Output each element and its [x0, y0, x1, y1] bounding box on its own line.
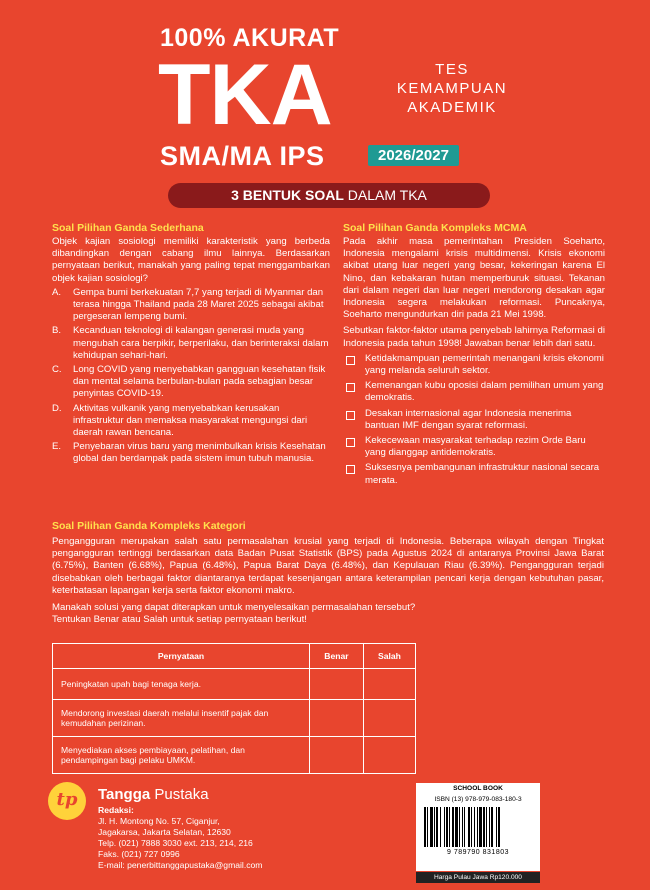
address-line: Faks. (021) 727 0996 [98, 849, 180, 859]
option-text: Aktivitas vulkanik yang menyebabkan kerusakan infrastruktur dan memaksa masyarakat mengungsi dari daerah rawan bencana. [73, 402, 308, 439]
question-prompt: Sebutkan faktor-faktor utama penyebab lahirnya Reformasi di Indonesia pada tahun 1998! Jawaban benar lebih dari satu. [343, 325, 605, 349]
section-banner [168, 183, 490, 208]
publisher-logo-icon: tp [48, 782, 86, 820]
tagline: 100% AKURAT [160, 24, 340, 52]
table-row [53, 737, 416, 774]
option-item [52, 364, 330, 401]
salah-cell[interactable] [363, 700, 415, 737]
statement-cell: Menyediakan akses pembiayaan, pelatihan, dan pendampingan bagi pelaku UMKM. [53, 737, 310, 774]
barcode-box [416, 783, 540, 871]
checkbox-list [343, 353, 605, 487]
program-label: SMA/MA IPS [160, 141, 325, 171]
table-header-row [53, 644, 416, 669]
header-salah: Salah [363, 644, 415, 669]
question-text: Objek kajian sosiologi memiliki karakteristik yang berbeda dibandingkan dengan cabang ilmu lainnya. Berdasarkan pernyataan berikut, manakah yang paling tepat menggambarkan objek kajian sosiologi? [52, 236, 330, 284]
option-item [52, 287, 330, 324]
header-benar: Benar [310, 644, 364, 669]
section-pilihan-ganda [52, 222, 330, 468]
statement-cell: Mendorong investasi daerah melalui insentif pajak dan kemudahan perizinan. [53, 700, 310, 737]
statement-cell: Peningkatan upah bagi tenaga kerja. [53, 669, 310, 700]
option-list [52, 287, 330, 466]
benar-cell[interactable] [310, 700, 364, 737]
subtitle-line: TES [435, 61, 469, 78]
checkbox-item [343, 353, 605, 377]
address-line: Jagakarsa, Jakarta Selatan, 12630 [98, 827, 231, 837]
option-key: E. [52, 441, 62, 453]
salah-cell[interactable] [363, 669, 415, 700]
true-false-table [52, 643, 416, 774]
option-item [52, 403, 330, 440]
year-badge: 2026/2027 [368, 145, 459, 166]
checkbox-label: Kemenangan kubu oposisi dalam pemilihan umum yang demokratis. [365, 380, 604, 404]
benar-cell[interactable] [310, 737, 364, 774]
checkbox-item [343, 462, 605, 486]
section-title: Soal Pilihan Ganda Kompleks Kategori [52, 520, 246, 532]
benar-cell[interactable] [310, 669, 364, 700]
question-prompt: Manakah solusi yang dapat diterapkan untuk menyelesaikan permasalahan tersebut? [52, 602, 416, 614]
section-title: Soal Pilihan Ganda Kompleks MCMA [343, 222, 527, 234]
option-key: B. [52, 325, 62, 337]
checkbox-label: Ketidakmampuan pemerintah menangani krisis ekonomi yang melanda seluruh sektor. [365, 352, 604, 377]
subtitle-line: AKADEMIK [407, 99, 497, 116]
checkbox-icon [346, 356, 355, 365]
checkbox-item [343, 380, 605, 404]
publisher-name-bold: Tangga [98, 786, 151, 803]
checkbox-item [343, 408, 605, 432]
banner-rest: DALAM TKA [343, 187, 427, 203]
checkbox-label: Suksesnya pembangunan infrastruktur nasional secara merata. [365, 462, 600, 486]
section-title: Soal Pilihan Ganda Sederhana [52, 222, 204, 234]
redaksi-label: Redaksi: [98, 805, 134, 815]
publisher-address [98, 805, 262, 871]
header-pernyataan: Pernyataan [53, 644, 310, 669]
publisher-name-rest: Pustaka [150, 786, 209, 803]
checkbox-icon [346, 438, 355, 447]
option-text: Long COVID yang menyebabkan gangguan kesehatan fisik dan mental selama berbulan-bulan pada sebagian besar penyintas COVID-19. [73, 364, 326, 400]
barcode-digits: 9 789790 831803 [447, 849, 509, 856]
table-row [53, 669, 416, 700]
section-kategori [52, 520, 604, 626]
cover-title: TKA [158, 47, 332, 143]
option-key: A. [52, 286, 62, 298]
cover-subtitle [392, 60, 512, 117]
section-mcma [343, 222, 605, 490]
publisher-name [98, 786, 209, 803]
salah-cell[interactable] [363, 737, 415, 774]
option-text: Kecanduan teknologi di kalangan generasi muda yang mengubah cara berpikir, berperilaku, dan berinteraksi dalam kehidupan sehari-hari. [73, 325, 329, 361]
checkbox-icon [346, 383, 355, 392]
price-label: Harga Pulau Jawa Rp120.000 [416, 872, 540, 883]
checkbox-label: Kekecewaan masyarakat terhadap rezim Orde Baru yang dianggap antidemokratis. [365, 435, 586, 459]
address-line: Jl. H. Montong No. 57, Ciganjur, [98, 816, 220, 826]
checkbox-label: Desakan internasional agar Indonesia menerima bantuan IMF dengan syarat reformasi. [365, 407, 572, 431]
option-key: D. [52, 402, 62, 414]
question-text: Pada akhir masa pemerintahan Presiden Soeharto, Indonesia mengalami krisis multidimensi. Krisis ekonomi akibat utang luar negeri yang besar, kekeringan karena El Nino, dan kebakaran hutan memperburuk situasi. Tekanan dari dalam negeri dan luar negeri mendorong desakan agar Indonesia segera melakukan reformasi. Puncaknya, Soeharto mengundurkan diri pada 21 Mei 1998. [343, 236, 605, 321]
option-text: Gempa bumi berkekuatan 7,7 yang terjadi di Myanmar dan terasa hingga Thailand pada 28 Maret 2025 sebagai akibat pergeseran lempeng bumi. [73, 286, 324, 323]
banner-bold: 3 BENTUK SOAL [231, 187, 344, 203]
address-line: E-mail: penerbittanggapustaka@gmail.com [98, 860, 263, 870]
option-item [52, 441, 330, 465]
address-line: Telp. (021) 7888 3030 ext. 213, 214, 216 [98, 838, 253, 848]
question-text: Pengangguran merupakan salah satu permasalahan krusial yang terjadi di Indonesia. Beberapa wilayah dengan Tingkat pengangguran tertinggi berdasarkan data Badan Pusat Statistik (BPS) pada Agustus 2024 di antaranya Provinsi Jawa Barat (6.75%), Banten (6.68%), Papua (6.48%), Papua Barat Daya (6.48%), dan Kepulauan Riau (6.39%). Pengangguran terjadi disebabkan oleh berbagai faktor diantaranya terdapat kesenjangan antara keterampilan pencari kerja dengan kebutuhan pasar, keterbatasan lapangan kerja serta faktor ekonomi makro. [52, 536, 604, 596]
table-row [53, 700, 416, 737]
subtitle-line: KEMAMPUAN [396, 80, 508, 97]
option-item [52, 325, 330, 362]
book-category: SCHOOL BOOK [453, 785, 503, 792]
option-text: Penyebaran virus baru yang menimbulkan krisis Kesehatan global dan berdampak pada sistem imun tubuh manusia. [73, 441, 326, 465]
option-key: C. [52, 364, 62, 376]
question-instruction: Tentukan Benar atau Salah untuk setiap pernyataan berikut! [52, 614, 307, 626]
isbn-label: ISBN (13) 978-979-083-180-3 [434, 796, 522, 803]
checkbox-icon [346, 411, 355, 420]
checkbox-item [343, 435, 605, 459]
barcode-icon [424, 807, 532, 847]
checkbox-icon [346, 465, 355, 474]
